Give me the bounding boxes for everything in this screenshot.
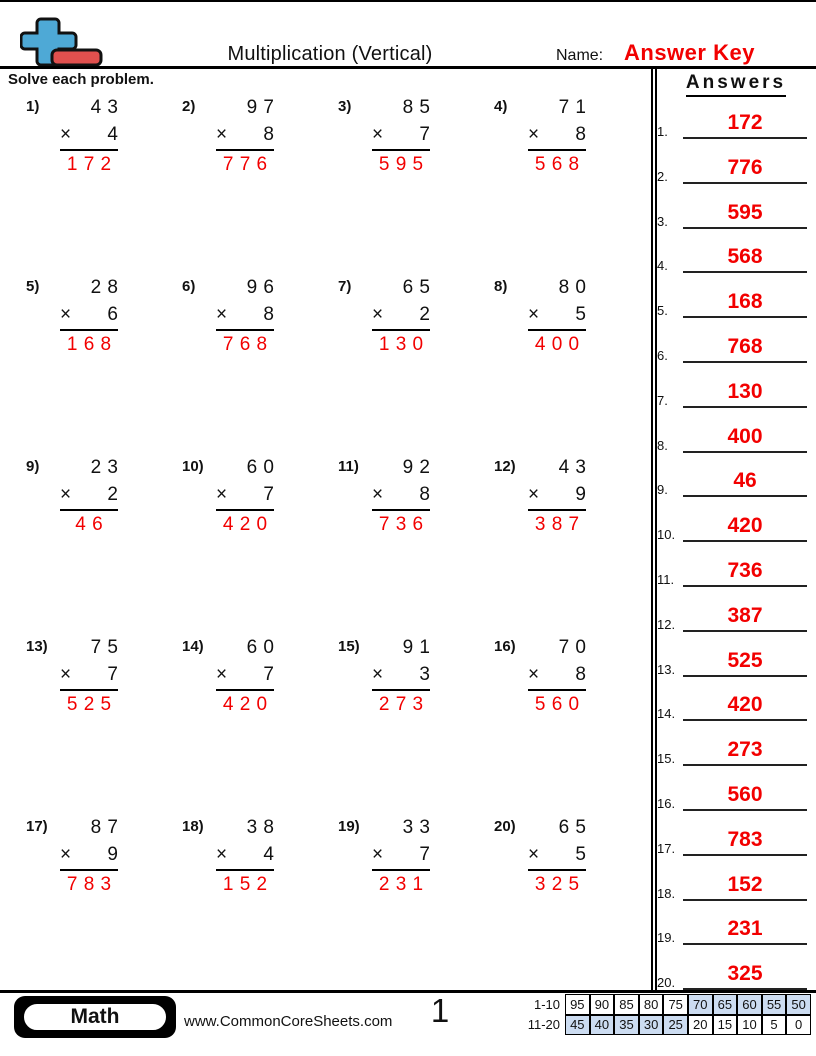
score-cell: 20 xyxy=(688,1015,713,1036)
multiplier: 2 xyxy=(107,484,118,505)
answer-number: 5. xyxy=(657,303,668,319)
score-range-label: 1-10 xyxy=(533,996,560,1012)
problem xyxy=(26,456,182,636)
times-icon: × xyxy=(216,484,228,505)
multiplicand: 9 1 xyxy=(402,637,430,658)
problem-rule xyxy=(60,509,118,511)
problem-body xyxy=(60,456,118,537)
multiplicand: 8 0 xyxy=(558,277,586,298)
score-cell: 5 xyxy=(762,1015,787,1036)
multiplier: 7 xyxy=(263,484,274,505)
answer-number: 15. xyxy=(657,751,676,767)
problem-number: 5) xyxy=(26,278,40,295)
answer-number: 19. xyxy=(657,930,676,946)
problems-grid xyxy=(26,96,650,996)
times-icon: × xyxy=(60,484,72,505)
problem-number: 2) xyxy=(182,98,196,115)
problem xyxy=(182,276,338,456)
multiplicand: 8 7 xyxy=(90,817,118,838)
problem-rule xyxy=(60,689,118,691)
answer-number: 17. xyxy=(657,840,676,856)
multiplicand: 6 0 xyxy=(246,637,274,658)
answer-row xyxy=(657,508,807,542)
answer-value: 168 xyxy=(683,290,807,318)
product-answer: 7 3 6 xyxy=(378,514,424,535)
answer-row xyxy=(657,598,807,632)
answer-value: 595 xyxy=(683,201,807,229)
answer-value: 736 xyxy=(683,559,807,587)
times-icon: × xyxy=(216,844,228,865)
multiplicand: 9 2 xyxy=(402,457,430,478)
problem-rule xyxy=(372,149,430,151)
times-icon: × xyxy=(528,124,540,145)
problem-body xyxy=(216,636,274,717)
times-icon: × xyxy=(216,124,228,145)
answer-number: 7. xyxy=(657,392,668,408)
problem-body xyxy=(60,96,118,177)
answer-number: 14. xyxy=(657,706,676,722)
multiplicand: 2 3 xyxy=(90,457,118,478)
score-range-label: 11-20 xyxy=(527,1017,560,1033)
answer-row xyxy=(657,329,807,363)
multiplicand: 7 5 xyxy=(90,637,118,658)
times-icon: × xyxy=(60,304,72,325)
score-cell: 0 xyxy=(786,1015,811,1036)
problem xyxy=(494,816,650,996)
answer-value: 420 xyxy=(683,514,807,542)
score-cell: 85 xyxy=(614,994,639,1015)
answer-number: 12. xyxy=(657,616,676,632)
problem-number: 9) xyxy=(26,458,40,475)
page-number: 1 xyxy=(430,992,450,1029)
problem-number: 16) xyxy=(494,638,516,655)
answer-number: 18. xyxy=(657,885,676,901)
problem-number: 3) xyxy=(338,98,352,115)
problem-number: 18) xyxy=(182,818,204,835)
multiplier: 8 xyxy=(575,124,586,145)
multiplicand: 9 6 xyxy=(246,277,274,298)
problem-rule xyxy=(60,149,118,151)
product-answer: 4 2 0 xyxy=(222,514,268,535)
answer-row xyxy=(657,687,807,721)
problem-rule xyxy=(216,509,274,511)
problem xyxy=(182,816,338,996)
product-answer: 7 8 3 xyxy=(66,874,112,895)
answer-value: 400 xyxy=(683,425,807,453)
problem xyxy=(26,276,182,456)
times-icon: × xyxy=(372,124,384,145)
times-icon: × xyxy=(372,844,384,865)
problem xyxy=(494,456,650,636)
product-answer: 3 2 5 xyxy=(534,874,580,895)
answer-number: 16. xyxy=(657,796,676,811)
answer-value: 152 xyxy=(683,873,807,901)
answer-row xyxy=(657,150,807,184)
score-cell: 25 xyxy=(663,1015,688,1036)
multiplier: 8 xyxy=(575,664,586,685)
multiplier: 7 xyxy=(419,844,430,865)
answer-number: 2. xyxy=(657,168,668,184)
multiplier: 8 xyxy=(263,124,274,145)
times-icon: × xyxy=(60,664,72,685)
answer-row xyxy=(657,105,807,139)
answer-row xyxy=(657,195,807,229)
problem-rule xyxy=(372,509,430,511)
problem-number: 10) xyxy=(182,458,204,475)
problem xyxy=(338,456,494,636)
times-icon: × xyxy=(216,304,228,325)
multiplicand: 6 0 xyxy=(246,457,274,478)
score-cell: 15 xyxy=(713,1015,738,1036)
multiplier: 9 xyxy=(107,844,118,865)
answer-number: 10. xyxy=(657,527,676,543)
answers-title: Answers xyxy=(686,72,786,97)
multiplier: 9 xyxy=(575,484,586,505)
problem xyxy=(26,96,182,276)
times-icon: × xyxy=(528,664,540,685)
problem-body xyxy=(528,276,586,357)
problem xyxy=(26,636,182,816)
problem-rule xyxy=(216,329,274,331)
times-icon: × xyxy=(528,484,540,505)
answer-row xyxy=(657,419,807,453)
multiplicand: 7 0 xyxy=(558,637,586,658)
problem-rule xyxy=(60,869,118,871)
product-answer: 2 3 1 xyxy=(378,874,424,895)
problem-rule xyxy=(60,329,118,331)
times-icon: × xyxy=(216,664,228,685)
problem xyxy=(338,636,494,816)
problem-number: 7) xyxy=(338,278,352,295)
answer-number: 13. xyxy=(657,661,676,677)
answer-row xyxy=(657,553,807,587)
answer-row xyxy=(657,822,807,856)
multiplier: 7 xyxy=(107,664,118,685)
problem-number: 20) xyxy=(494,818,516,835)
problem-rule xyxy=(528,869,586,871)
score-cell: 60 xyxy=(737,994,762,1015)
multiplier: 5 xyxy=(575,844,586,865)
problem-rule xyxy=(216,869,274,871)
times-icon: × xyxy=(60,844,72,865)
multiplicand: 9 7 xyxy=(246,97,274,118)
problem-number: 13) xyxy=(26,638,48,655)
name-label: Name: xyxy=(556,47,604,64)
multiplier: 4 xyxy=(107,124,118,145)
problem-number: 12) xyxy=(494,458,516,475)
problem xyxy=(182,456,338,636)
problem-body xyxy=(372,636,430,717)
score-cell: 35 xyxy=(614,1015,639,1036)
multiplier: 8 xyxy=(419,484,430,505)
multiplier: 7 xyxy=(419,124,430,145)
multiplicand: 6 5 xyxy=(558,817,586,838)
problem-body xyxy=(528,636,586,717)
problem-body xyxy=(372,276,430,357)
multiplicand: 6 5 xyxy=(402,277,430,298)
multiplicand: 7 1 xyxy=(558,97,586,118)
problem-body xyxy=(216,276,274,357)
answer-row xyxy=(657,956,807,990)
problem-body xyxy=(216,816,274,897)
problem-rule xyxy=(528,509,586,511)
answer-value: 420 xyxy=(683,693,807,721)
multiplier: 6 xyxy=(107,304,118,325)
instructions-text: Solve each problem. xyxy=(8,71,154,88)
answer-value: 387 xyxy=(683,604,807,632)
problem-rule xyxy=(372,689,430,691)
multiplier: 8 xyxy=(263,304,274,325)
problem-body xyxy=(528,456,586,537)
answer-row xyxy=(657,777,807,811)
times-icon: × xyxy=(372,484,384,505)
product-answer: 1 5 2 xyxy=(222,874,268,895)
multiplier: 7 xyxy=(263,664,274,685)
problem-number: 19) xyxy=(338,818,360,835)
score-cell: 55 xyxy=(762,994,787,1015)
answer-key-text: Answer Key xyxy=(624,40,755,65)
problem-rule xyxy=(216,149,274,151)
product-answer: 4 6 xyxy=(75,514,103,535)
times-icon: × xyxy=(372,304,384,325)
answer-number: 9. xyxy=(657,482,668,498)
answer-value: 768 xyxy=(683,335,807,363)
answer-value: 525 xyxy=(683,649,807,677)
answer-number: 8. xyxy=(657,437,668,453)
problem-number: 6) xyxy=(182,278,196,295)
problem-body xyxy=(60,636,118,717)
multiplicand: 8 5 xyxy=(402,97,430,118)
product-answer: 5 9 5 xyxy=(378,154,424,175)
answer-value: 130 xyxy=(683,380,807,408)
problem-number: 17) xyxy=(26,818,48,835)
score-cell: 50 xyxy=(786,994,811,1015)
answer-number: 20. xyxy=(657,975,676,991)
math-badge xyxy=(14,996,176,1038)
top-border xyxy=(0,0,816,2)
problem xyxy=(494,276,650,456)
answer-value: 273 xyxy=(683,738,807,766)
product-answer: 4 2 0 xyxy=(222,694,268,715)
product-answer: 5 6 8 xyxy=(534,154,580,175)
score-cell: 40 xyxy=(590,1015,615,1036)
answer-value: 568 xyxy=(683,245,807,273)
multiplicand: 4 3 xyxy=(90,97,118,118)
problem-body xyxy=(528,96,586,177)
problem-rule xyxy=(528,689,586,691)
answer-value: 783 xyxy=(683,828,807,856)
answer-row xyxy=(657,643,807,677)
answer-number: 3. xyxy=(657,213,668,229)
score-cell: 65 xyxy=(713,994,738,1015)
header-divider xyxy=(0,66,816,69)
website-text: www.CommonCoreSheets.com xyxy=(184,1013,393,1030)
problem xyxy=(182,96,338,276)
multiplier: 5 xyxy=(575,304,586,325)
multiplicand: 3 3 xyxy=(402,817,430,838)
page-title: Multiplication (Vertical) xyxy=(227,43,433,65)
problem xyxy=(494,636,650,816)
answer-value: 231 xyxy=(683,917,807,945)
answer-row xyxy=(657,239,807,273)
product-answer: 7 7 6 xyxy=(222,154,268,175)
problem-rule xyxy=(372,869,430,871)
problem-rule xyxy=(528,149,586,151)
times-icon: × xyxy=(60,124,72,145)
problem-body xyxy=(372,96,430,177)
product-answer: 5 2 5 xyxy=(66,694,112,715)
product-answer: 2 7 3 xyxy=(378,694,424,715)
answer-row xyxy=(657,732,807,766)
answer-value: 172 xyxy=(683,111,807,139)
problem xyxy=(338,96,494,276)
problem-body xyxy=(60,816,118,897)
answers-header xyxy=(662,72,810,97)
problem-number: 8) xyxy=(494,278,508,295)
problem-number: 15) xyxy=(338,638,360,655)
answer-value: 325 xyxy=(683,962,807,990)
problem xyxy=(494,96,650,276)
answer-row xyxy=(657,463,807,497)
product-answer: 4 0 0 xyxy=(534,334,580,355)
problem-body xyxy=(372,456,430,537)
problem-body xyxy=(216,96,274,177)
problem xyxy=(338,276,494,456)
score-cell: 70 xyxy=(688,994,713,1015)
answer-row xyxy=(657,911,807,945)
problem-body xyxy=(372,816,430,897)
problem xyxy=(338,816,494,996)
score-table xyxy=(525,994,811,1035)
answer-number: 11. xyxy=(657,572,675,587)
problem-number: 1) xyxy=(26,98,40,115)
product-answer: 7 6 8 xyxy=(222,334,268,355)
score-cell: 45 xyxy=(565,1015,590,1036)
times-icon: × xyxy=(528,304,540,325)
multiplier: 2 xyxy=(419,304,430,325)
answer-row xyxy=(657,374,807,408)
problem-number: 14) xyxy=(182,638,204,655)
answer-value: 560 xyxy=(683,783,807,811)
times-icon: × xyxy=(372,664,384,685)
problem-rule xyxy=(216,689,274,691)
problem-body xyxy=(216,456,274,537)
product-answer: 3 8 7 xyxy=(534,514,580,535)
answer-number: 4. xyxy=(657,258,668,274)
problem-number: 4) xyxy=(494,98,508,115)
answer-number: 1. xyxy=(657,124,668,139)
multiplier: 4 xyxy=(263,844,274,865)
times-icon: × xyxy=(528,844,540,865)
problem-body xyxy=(528,816,586,897)
answer-row xyxy=(657,284,807,318)
score-cell: 90 xyxy=(590,994,615,1015)
multiplicand: 2 8 xyxy=(90,277,118,298)
answer-row xyxy=(657,867,807,901)
score-cell: 95 xyxy=(565,994,590,1015)
answer-value: 46 xyxy=(683,469,807,497)
product-answer: 5 6 0 xyxy=(534,694,580,715)
problem-number: 11) xyxy=(338,458,359,475)
multiplier: 3 xyxy=(419,664,430,685)
multiplicand: 3 8 xyxy=(246,817,274,838)
score-cell: 75 xyxy=(663,994,688,1015)
score-cell: 30 xyxy=(639,1015,664,1036)
product-answer: 1 6 8 xyxy=(66,334,112,355)
problem-rule xyxy=(528,329,586,331)
score-cell: 10 xyxy=(737,1015,762,1036)
problem xyxy=(182,636,338,816)
problem-rule xyxy=(372,329,430,331)
subject-label: Math xyxy=(21,1001,169,1033)
problem-body xyxy=(60,276,118,357)
product-answer: 1 7 2 xyxy=(66,154,112,175)
multiplicand: 4 3 xyxy=(558,457,586,478)
answer-number: 6. xyxy=(657,348,668,363)
product-answer: 1 3 0 xyxy=(378,334,424,355)
problem xyxy=(26,816,182,996)
score-cell: 80 xyxy=(639,994,664,1015)
answer-value: 776 xyxy=(683,156,807,184)
